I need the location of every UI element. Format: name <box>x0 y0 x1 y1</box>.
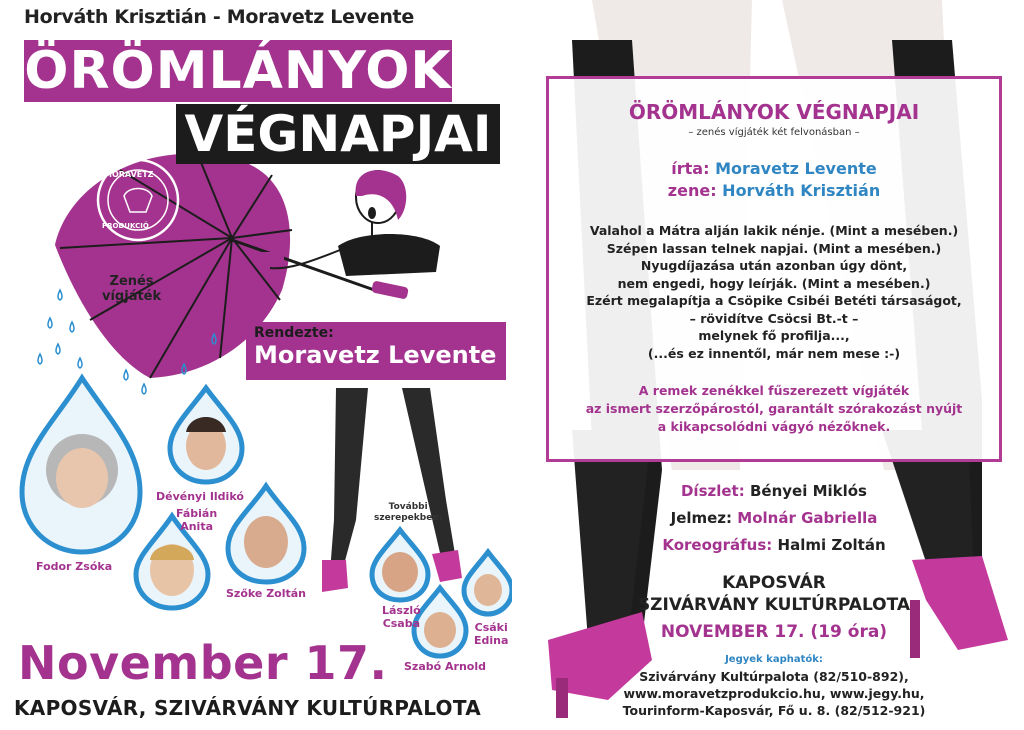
story-line: Ezért megalapítja a Csöpike Csibéi Betéti társaságot, <box>586 293 962 308</box>
portrait-csaki-edina <box>464 552 512 614</box>
story-line: – rövidítve Csöcsi Bt.-t – <box>689 310 859 326</box>
story-line: Szépen lassan telnek napjai. (Mint a mesében.) <box>606 240 942 256</box>
promo-line: az ismert szerzőpárostól, garantált szórakozást nyújt <box>585 401 963 416</box>
credit-choreo <box>546 536 1002 554</box>
cast-name-line2: Csaba <box>382 617 421 630</box>
cast-name <box>176 507 217 533</box>
credit-writer <box>546 158 1002 180</box>
venue-city: KAPOSVÁR <box>722 573 826 593</box>
ticket-line: Szivárvány Kultúrpalota (82/510-892), <box>639 669 909 684</box>
poster-date: November 17. <box>18 636 388 690</box>
story-text <box>546 222 1002 362</box>
credit-choreo-value: Halmi Zoltán <box>777 536 886 554</box>
cast-name: Szabó Arnold <box>404 660 486 673</box>
logo-text-bottom: PRODUKCIÓ <box>102 222 149 230</box>
story-line: Valahol a Mátra alján lakik nénje. (Mint a mesében.) <box>589 223 959 238</box>
credit-set <box>546 482 1002 500</box>
portrait-devenyi-ildiko <box>170 388 242 482</box>
further-line1: További <box>388 502 428 512</box>
authors-line: Horváth Krisztián - Moravetz Levente <box>24 6 414 28</box>
credit-writer-label: írta: <box>671 159 710 178</box>
promo-line: a kikapcsolódni vágyó nézőknek. <box>657 419 891 434</box>
further-line2: szerepekben: <box>374 513 443 523</box>
credit-music-value: Horváth Krisztián <box>722 181 881 200</box>
story-line: Nyugdíjazása után azonban úgy dönt, <box>640 258 908 273</box>
further-roles-label <box>374 502 442 524</box>
cast-name-line2: Anita <box>180 520 213 533</box>
ticket-line: Tourinform-Kaposvár, Fő u. 8. (82/512-921) <box>622 703 926 718</box>
credit-writer-value: Moravetz Levente <box>715 159 877 178</box>
cast-name-line1: László <box>382 604 421 617</box>
portrait-szabo-arnold <box>414 588 466 656</box>
credit-set-value: Bényei Miklós <box>749 482 867 500</box>
credit-costume-value: Molnár Gabriella <box>737 509 878 527</box>
cast-name: Szőke Zoltán <box>226 587 307 600</box>
portrait-laszlo-csaba <box>372 530 428 600</box>
story-line: (...és ez innentől, már nem mese :-) <box>647 345 901 361</box>
ticket-line: www.moravetzprodukcio.hu, www.jegy.hu, <box>623 686 925 701</box>
tickets-label: Jegyek kaphatók: <box>725 654 823 665</box>
story-line: nem engedi, hogy leírják. (Mint a mesében.) <box>617 275 931 291</box>
credit-music-label: zene: <box>667 181 717 200</box>
poster-venue: KAPOSVÁR, SZIVÁRVÁNY KULTÚRPALOTA <box>14 696 482 720</box>
credit-costume <box>546 509 1002 527</box>
credit-choreo-label: Koreográfus: <box>662 536 773 554</box>
poster-title-line1: ÖRÖMLÁNYOK <box>24 41 452 101</box>
event-date-time: NOVEMBER 17. (19 óra) <box>660 622 888 642</box>
cast-name-line2: Edina <box>474 634 509 647</box>
credits-author-composer <box>546 158 1002 202</box>
promo-text <box>546 382 1002 436</box>
cast-name-line1: Fábián <box>176 507 218 520</box>
info-subtitle: – zenés vígjáték két felvonásban – <box>688 127 860 138</box>
genre-label <box>102 274 161 304</box>
tickets-info <box>546 668 1002 719</box>
cast-name <box>382 604 421 630</box>
genre-line1: Zenés <box>109 274 154 289</box>
credit-set-label: Díszlet: <box>680 482 745 500</box>
cast-name: Fodor Zsóka <box>36 560 113 573</box>
poster-title-line2: VÉGNAPJAI <box>184 105 492 163</box>
promo-line: A remek zenékkel fűszerezett vígjáték <box>638 383 910 398</box>
info-title: ÖRÖMLÁNYOK VÉGNAPJAI <box>628 100 920 124</box>
cast-name: Dévényi Ildikó <box>156 490 244 503</box>
genre-line2: vígjáték <box>102 289 162 304</box>
venue-block <box>546 572 1002 616</box>
director-name: Moravetz Levente <box>254 341 497 369</box>
credit-costume-label: Jelmez: <box>670 509 733 527</box>
director-label: Rendezte: <box>254 325 334 341</box>
credit-music <box>546 180 1002 202</box>
logo-text-top: MORAVETZ <box>104 170 154 179</box>
story-line: melynek fő profilja..., <box>698 328 850 343</box>
cast-name <box>474 621 508 647</box>
venue-name: SZIVÁRVÁNY KULTÚRPALOTA <box>637 595 911 615</box>
portrait-fodor-zsoka <box>22 378 140 552</box>
cast-name-line1: Csáki <box>474 621 508 634</box>
